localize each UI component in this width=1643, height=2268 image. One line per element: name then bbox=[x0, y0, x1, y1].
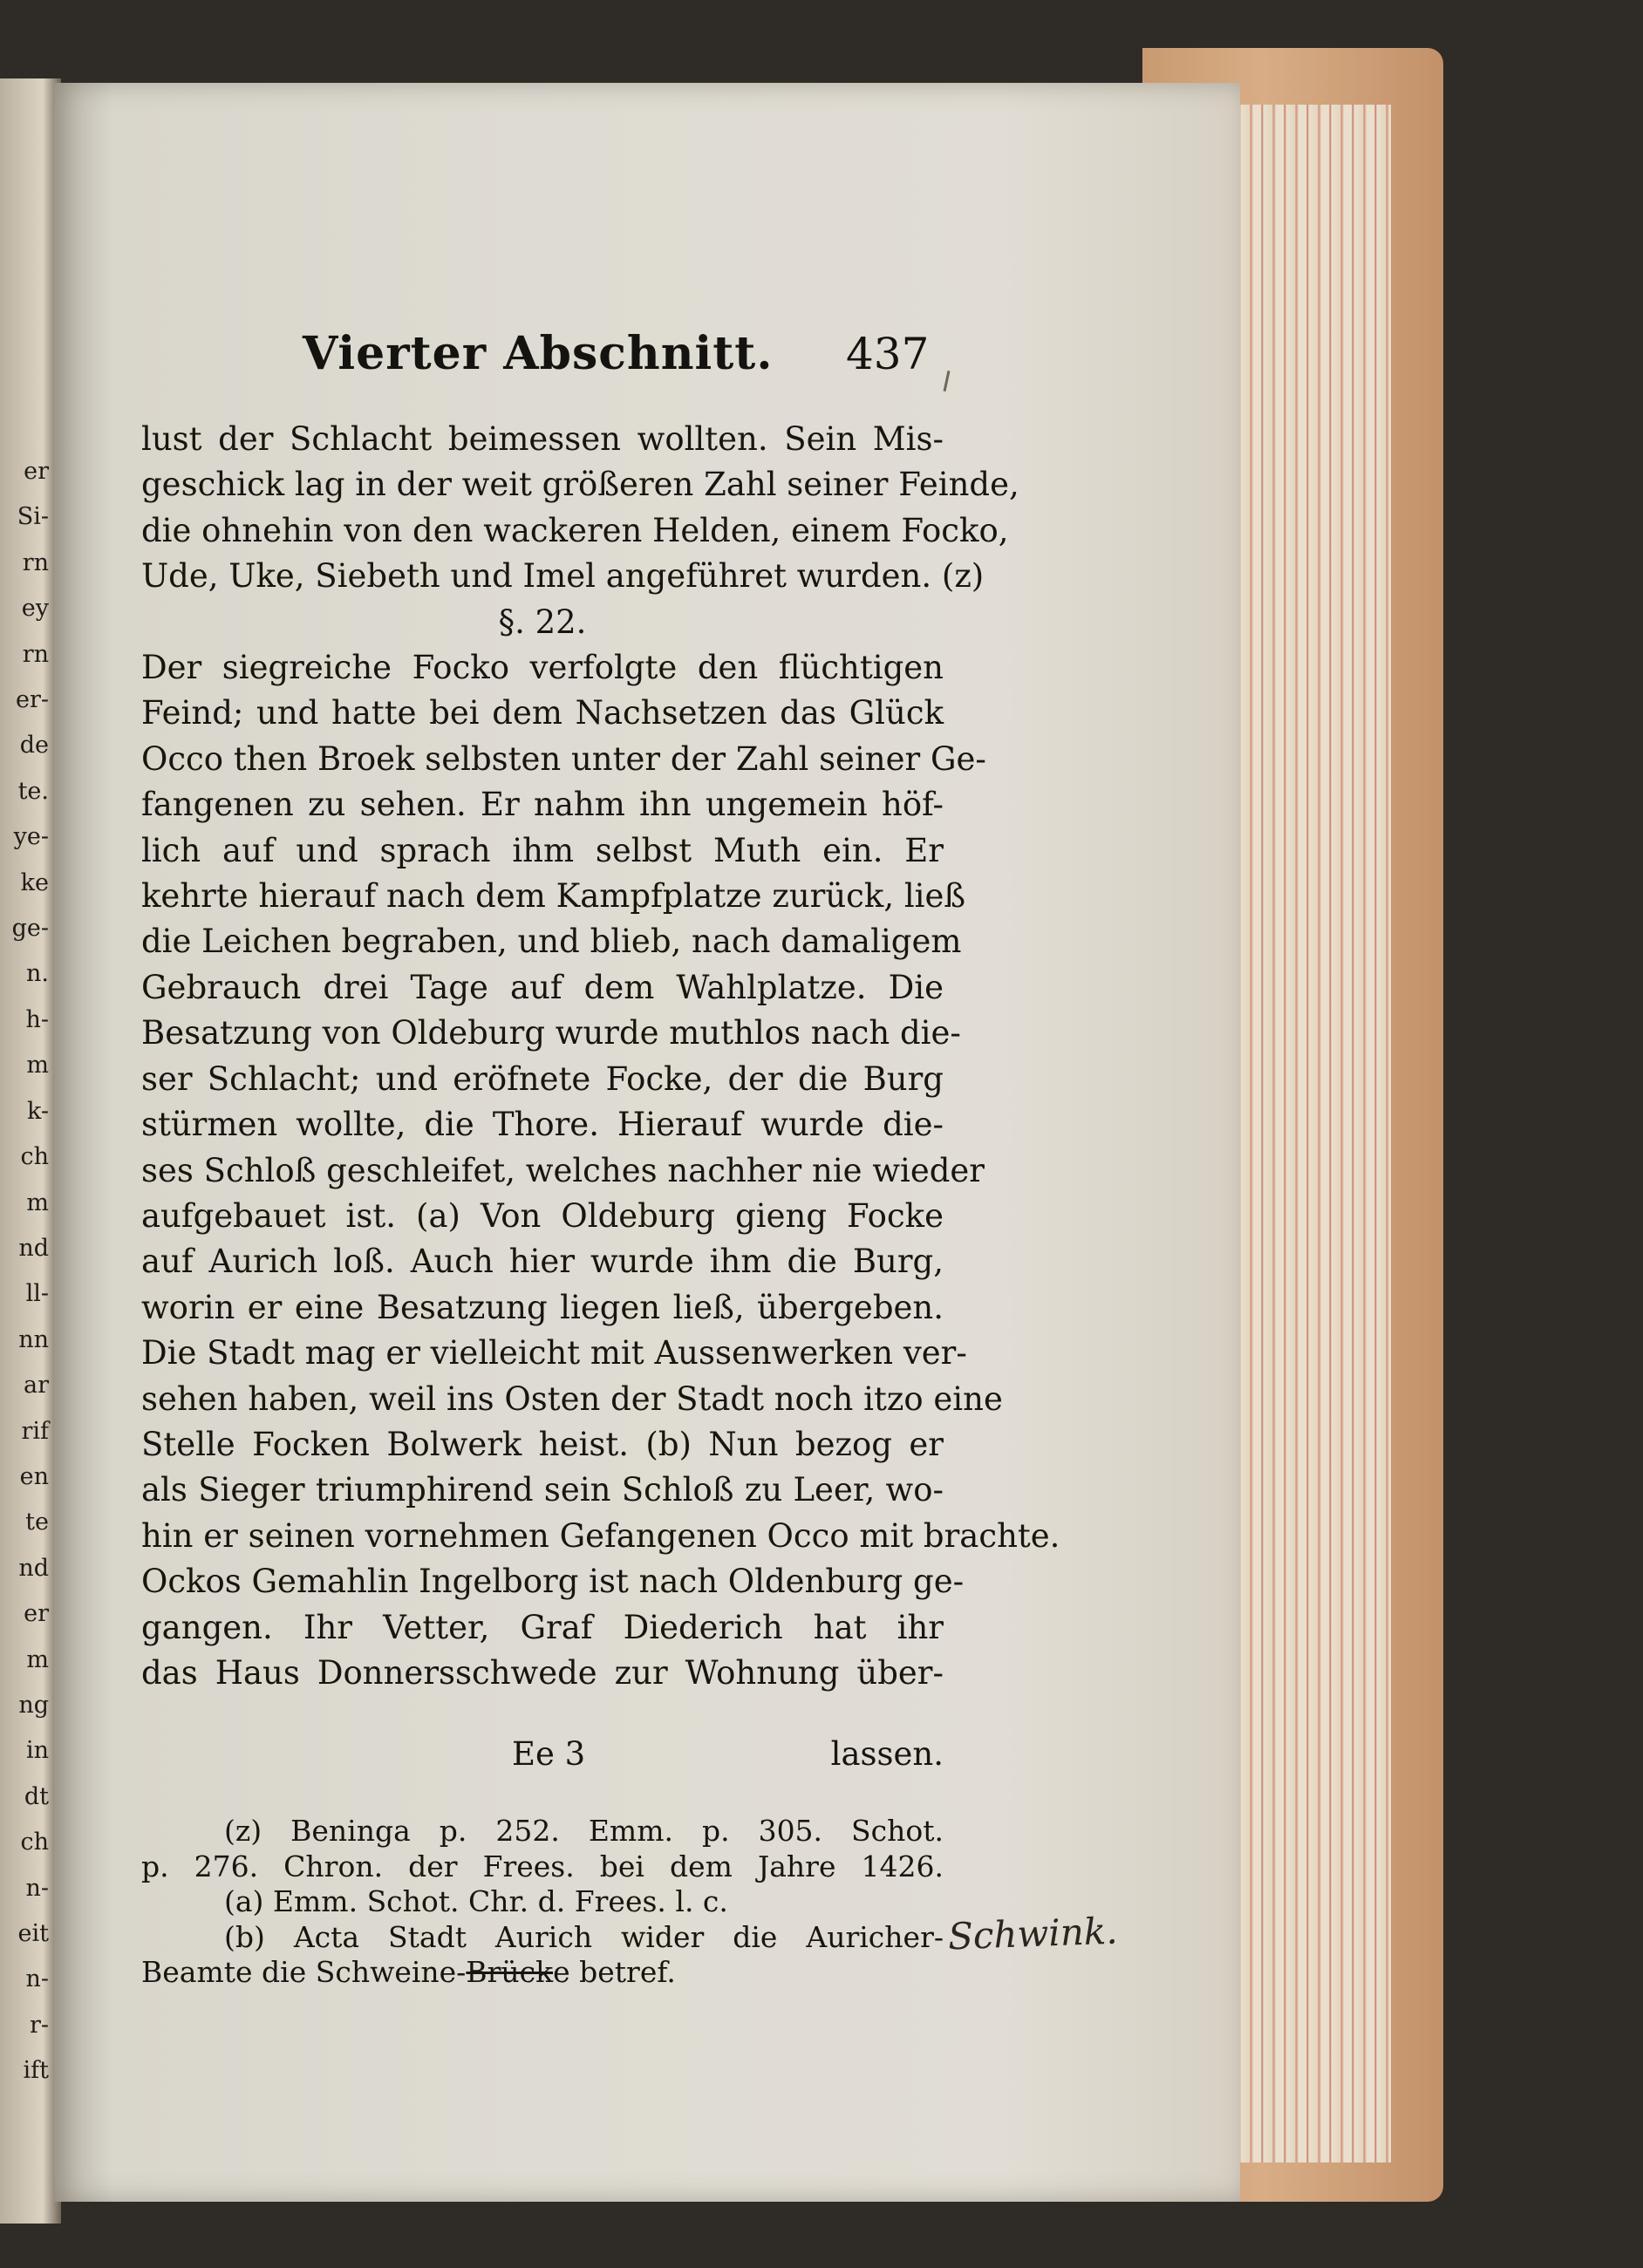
left-margin-fragment: r- bbox=[29, 2011, 49, 2039]
left-margin-fragment: nd bbox=[18, 1554, 49, 1582]
left-margin-fragment: te bbox=[25, 1509, 49, 1536]
left-margin-fragment: ke bbox=[20, 868, 49, 896]
handwritten-annotation: Schwink. bbox=[947, 1909, 1119, 1958]
body-line: Occo then Broek selbsten unter der Zahl seiner Ge- bbox=[141, 739, 986, 778]
left-margin-fragment: n- bbox=[25, 1965, 49, 1993]
left-margin-fragment: ye- bbox=[13, 823, 49, 851]
left-page-fragments bbox=[3, 449, 49, 2094]
body-line: lust der Schlacht beimessen wollten. Sein Mis- bbox=[141, 420, 944, 458]
body-line: sehen haben, weil ins Osten der Stadt noch itzo eine bbox=[141, 1379, 1003, 1418]
footnote-z-continued: p. 276. Chron. der Frees. bei dem Jahre 1426. bbox=[141, 1849, 944, 1883]
left-margin-fragment: nd bbox=[18, 1234, 49, 1262]
body-line: kehrte hierauf nach dem Kampfplatze zurück, ließ bbox=[141, 877, 966, 916]
body-line: hin er seinen vornehmen Gefangenen Occo mit brachte. bbox=[141, 1516, 1060, 1555]
left-margin-fragment: de bbox=[19, 732, 49, 759]
left-margin-fragment: Si- bbox=[17, 503, 49, 531]
body-line: fangenen zu sehen. Er nahm ihn ungemein höf- bbox=[141, 786, 944, 824]
body-line: das Haus Donnersschwede zur Wohnung über- bbox=[141, 1653, 944, 1692]
body-line: aufgebauet ist. (a) Von Oldeburg gieng Focke bbox=[141, 1196, 944, 1235]
body-line: worin er eine Besatzung liegen ließ, übergeben. bbox=[141, 1288, 944, 1326]
ink-mark bbox=[944, 371, 951, 392]
body-line: Besatzung von Oldeburg wurde muthlos nach die- bbox=[141, 1014, 961, 1052]
left-margin-fragment: er bbox=[24, 1600, 49, 1628]
left-margin-fragment: h- bbox=[25, 1005, 49, 1033]
left-margin-fragment: ll- bbox=[25, 1280, 49, 1308]
left-margin-fragment: ch bbox=[20, 1143, 49, 1171]
left-margin-fragment: m bbox=[26, 1052, 49, 1080]
left-margin-fragment: te. bbox=[17, 777, 49, 805]
section-heading: §. 22. bbox=[498, 603, 587, 641]
left-margin-fragment: ge- bbox=[11, 915, 49, 943]
footnote-b-continued bbox=[141, 1955, 944, 1991]
left-margin-fragment: n- bbox=[25, 1874, 49, 1902]
body-line: auf Aurich loß. Auch hier wurde ihm die Burg, bbox=[141, 1243, 944, 1281]
footnote-z: (z) Beninga p. 252. Emm. p. 305. Schot. bbox=[224, 1814, 944, 1848]
left-margin-fragment: ch bbox=[20, 1829, 49, 1856]
left-margin-fragment: m bbox=[26, 1645, 49, 1673]
left-margin-fragment: en bbox=[19, 1462, 49, 1490]
body-line: lich auf und sprach ihm selbst Muth ein. Er bbox=[141, 831, 944, 869]
signature-mark: Ee 3 bbox=[512, 1735, 586, 1773]
left-margin-fragment: ey bbox=[21, 595, 49, 623]
left-margin-fragment: er- bbox=[15, 686, 49, 714]
left-margin-fragment: ng bbox=[18, 1691, 49, 1719]
left-margin-fragment: ift bbox=[23, 2057, 49, 2085]
left-margin-fragment: rif bbox=[21, 1417, 49, 1445]
body-line: Der siegreiche Focko verfolgte den flüchtigen bbox=[141, 649, 944, 687]
left-margin-fragment: ar bbox=[23, 1372, 49, 1400]
body-line: Ude, Uke, Siebeth und Imel angeführet wurden. (z) bbox=[141, 557, 985, 596]
body-line: die ohnehin von den wackeren Helden, einem Focko, bbox=[141, 511, 1009, 549]
body-line: Stelle Focken Bolwerk heist. (b) Nun bezog er bbox=[141, 1425, 944, 1463]
left-margin-fragment: rn bbox=[22, 548, 49, 576]
body-line: ses Schloß geschleifet, welches nachher nie wieder bbox=[141, 1151, 985, 1189]
left-margin-fragment: k- bbox=[26, 1097, 49, 1125]
struck-word: Brück bbox=[466, 1955, 554, 1989]
left-margin-fragment: nn bbox=[18, 1325, 49, 1353]
body-line: ser Schlacht; und eröfnete Focke, der die Burg bbox=[141, 1059, 944, 1098]
left-margin-fragment: eit bbox=[17, 1920, 49, 1947]
body-line: stürmen wollte, die Thore. Hierauf wurde die- bbox=[141, 1106, 944, 1144]
left-margin-fragment: n. bbox=[26, 960, 49, 988]
left-page-edge bbox=[0, 78, 61, 2224]
body-line: Gebrauch drei Tage auf dem Wahlplatze. Die bbox=[141, 968, 944, 1006]
body-line: gangen. Ihr Vetter, Graf Diederich hat ihr bbox=[141, 1608, 944, 1646]
left-margin-fragment: rn bbox=[22, 640, 49, 668]
footnote-a: (a) Emm. Schot. Chr. d. Frees. l. c. bbox=[224, 1884, 728, 1918]
footnotes bbox=[141, 1814, 944, 1991]
body-line: Die Stadt mag er vielleicht mit Aussenwerken ver- bbox=[141, 1334, 967, 1372]
body-line: die Leichen begraben, und blieb, nach damaligem bbox=[141, 923, 962, 961]
left-margin-fragment: in bbox=[25, 1737, 49, 1765]
catchword: lassen. bbox=[830, 1735, 944, 1773]
running-head-title: Vierter Abschnitt. bbox=[303, 327, 774, 380]
footnote-b-text: Beamte die Schweine- bbox=[141, 1955, 467, 1989]
left-margin-fragment: m bbox=[26, 1188, 49, 1216]
page-number: 437 bbox=[846, 329, 930, 379]
body-line: als Sieger triumphirend sein Schloß zu Leer, wo- bbox=[141, 1471, 944, 1509]
body-line: Ockos Gemahlin Ingelborg ist nach Oldenburg ge- bbox=[141, 1563, 965, 1601]
signature-line bbox=[141, 1735, 944, 1781]
footnote-b-text-end: e betref. bbox=[553, 1955, 676, 1989]
left-margin-fragment: er bbox=[24, 458, 49, 485]
book-page bbox=[54, 83, 1240, 2202]
left-margin-fragment: dt bbox=[24, 1782, 49, 1810]
body-text bbox=[141, 417, 1060, 1696]
body-line: geschick lag in der weit größeren Zahl seiner Feinde, bbox=[141, 466, 1019, 504]
body-line: Feind; und hatte bei dem Nachsetzen das Glück bbox=[141, 694, 944, 732]
footnote-b: (b) Acta Stadt Aurich wider die Auricher- bbox=[224, 1919, 944, 1954]
